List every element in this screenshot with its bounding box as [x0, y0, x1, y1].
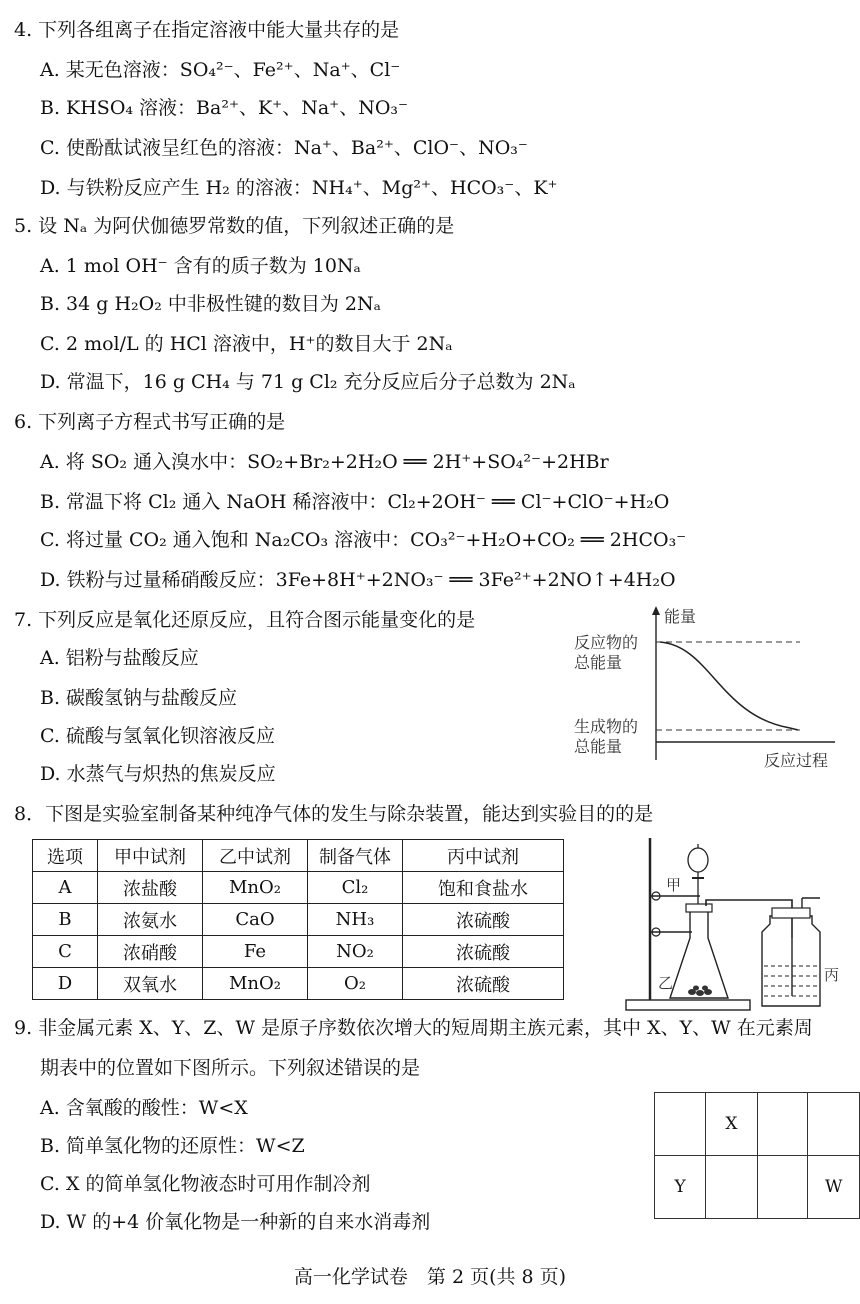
- table-cell: NO₂: [308, 936, 403, 968]
- table-cell: NH₃: [308, 904, 403, 936]
- grid-row: [655, 1093, 860, 1156]
- q9-option-c: C. X 的简单氢化物液态时可用作制冷剂: [40, 1173, 371, 1195]
- product-label-1: 生成物的: [574, 719, 639, 736]
- q9-option-d: D. W 的+4 价氧化物是一种新的自来水消毒剂: [40, 1211, 431, 1233]
- product-label-2: 总能量: [574, 739, 623, 756]
- table-row: [33, 872, 564, 904]
- page-footer: 高一化学试卷 第 2 页(共 8 页): [293, 1266, 567, 1288]
- energy-curve: [660, 642, 798, 730]
- q9-stem-line1: 9. 非金属元素 X、Y、Z、W 是原子序数依次增大的短周期主族元素，其中 X、Y、W 在元素周: [14, 1017, 813, 1039]
- q5-option-a: A. 1 mol OH⁻ 含有的质子数为 10Nₐ: [40, 255, 361, 277]
- apparatus-diagram: [620, 828, 850, 1018]
- flask-stopper: [686, 904, 712, 912]
- q7-option-c: C. 硫酸与氢氧化钡溶液反应: [40, 725, 275, 747]
- separatory-funnel: [688, 848, 708, 872]
- energy-diagram: [560, 606, 850, 776]
- grid-cell: [655, 1093, 706, 1156]
- reactant-label-1: 反应物的: [574, 635, 639, 652]
- delivery-tube: [706, 900, 792, 938]
- table-header: 制备气体: [308, 840, 403, 872]
- reactant-label-2: 总能量: [574, 655, 623, 672]
- table-row: [33, 968, 564, 1000]
- table-cell: 双氧水: [98, 968, 203, 1000]
- table-cell: 饱和食盐水: [403, 872, 564, 904]
- q9-stem-line2: 期表中的位置如下图所示。下列叙述错误的是: [40, 1057, 421, 1079]
- periodic-grid: [654, 1092, 860, 1219]
- grid-cell: [757, 1093, 808, 1156]
- q4-stem: 4. 下列各组离子在指定溶液中能大量共存的是: [14, 19, 400, 41]
- table-cell: Fe: [203, 936, 308, 968]
- q7-option-a: A. 铝粉与盐酸反应: [40, 647, 199, 669]
- gas-washing-bottle: [762, 916, 820, 1006]
- q5-option-d: D. 常温下，16 g CH₄ 与 71 g Cl₂ 充分反应后分子总数为 2Nₐ: [40, 371, 576, 393]
- x-axis-label: 反应过程: [764, 753, 829, 770]
- table-header: 甲中试剂: [98, 840, 203, 872]
- table-row: [33, 936, 564, 968]
- table-cell: C: [33, 936, 98, 968]
- table-cell: 浓盐酸: [98, 872, 203, 904]
- grid-cell: [706, 1156, 757, 1219]
- grid-cell-w: W: [808, 1156, 860, 1219]
- table-row: [33, 904, 564, 936]
- grid-cell-y: Y: [655, 1156, 706, 1219]
- table-header: 选项: [33, 840, 98, 872]
- table-cell: B: [33, 904, 98, 936]
- q7-stem: 7. 下列反应是氧化还原反应，且符合图示能量变化的是: [14, 609, 476, 631]
- grid-cell: [757, 1156, 808, 1219]
- y-axis-label: 能量: [664, 609, 697, 626]
- q6-option-d: D. 铁粉与过量稀硝酸反应：3Fe+8H⁺+2NO₃⁻ ══ 3Fe²⁺+2NO↑+4H₂O: [40, 569, 676, 591]
- table-cell: A: [33, 872, 98, 904]
- q5-option-b: B. 34 g H₂O₂ 中非极性键的数目为 2Nₐ: [40, 293, 381, 315]
- table-cell: MnO₂: [203, 968, 308, 1000]
- table-cell: 浓氨水: [98, 904, 203, 936]
- q4-option-d: D. 与铁粉反应产生 H₂ 的溶液：NH₄⁺、Mg²⁺、HCO₃⁻、K⁺: [40, 177, 558, 199]
- table-cell: Cl₂: [308, 872, 403, 904]
- table-cell: 浓硫酸: [403, 968, 564, 1000]
- stand-base: [626, 1000, 750, 1010]
- q9-option-a: A. 含氧酸的酸性：W<X: [40, 1097, 248, 1119]
- q5-stem: 5. 设 Nₐ 为阿伏伽德罗常数的值，下列叙述正确的是: [14, 215, 455, 237]
- q9-option-b: B. 简单氢化物的还原性：W<Z: [40, 1135, 305, 1157]
- table-cell: D: [33, 968, 98, 1000]
- q7-option-d: D. 水蒸气与炽热的焦炭反应: [40, 763, 276, 785]
- table-header-row: [33, 840, 564, 872]
- label-jia: 甲: [666, 876, 682, 894]
- y-axis-arrow: [652, 606, 660, 615]
- q6-option-b: B. 常温下将 Cl₂ 通入 NaOH 稀溶液中：Cl₂+2OH⁻ ══ Cl⁻+ClO⁻+H₂O: [40, 491, 670, 513]
- q6-stem: 6. 下列离子方程式书写正确的是: [14, 411, 286, 433]
- grid-cell: [808, 1093, 860, 1156]
- q4-option-c: C. 使酚酞试液呈红色的溶液：Na⁺、Ba²⁺、ClO⁻、NO₃⁻: [40, 137, 528, 159]
- q8-table: [32, 839, 564, 1000]
- q4-option-b: B. KHSO₄ 溶液：Ba²⁺、K⁺、Na⁺、NO₃⁻: [40, 97, 409, 119]
- table-cell: O₂: [308, 968, 403, 1000]
- table-cell: 浓硝酸: [98, 936, 203, 968]
- q5-option-c: C. 2 mol/L 的 HCl 溶液中，H⁺的数目大于 2Nₐ: [40, 333, 453, 355]
- table-cell: CaO: [203, 904, 308, 936]
- grid-row: [655, 1156, 860, 1219]
- q4-option-a: A. 某无色溶液：SO₄²⁻、Fe²⁺、Na⁺、Cl⁻: [40, 59, 401, 81]
- label-yi: 乙: [658, 974, 674, 992]
- table-cell: 浓硫酸: [403, 936, 564, 968]
- table-cell: 浓硫酸: [403, 904, 564, 936]
- table-header: 丙中试剂: [403, 840, 564, 872]
- q7-option-b: B. 碳酸氢钠与盐酸反应: [40, 687, 238, 709]
- q6-option-c: C. 将过量 CO₂ 通入饱和 Na₂CO₃ 溶液中：CO₃²⁻+H₂O+CO₂ ══ 2HCO₃⁻: [40, 529, 687, 551]
- label-bing: 丙: [824, 966, 840, 984]
- table-cell: MnO₂: [203, 872, 308, 904]
- conical-flask: [670, 910, 728, 998]
- q8-stem: 8．下图是实验室制备某种纯净气体的发生与除杂装置，能达到实验目的的是: [14, 803, 654, 825]
- table-header: 乙中试剂: [203, 840, 308, 872]
- q6-option-a: A. 将 SO₂ 通入溴水中：SO₂+Br₂+2H₂O ══ 2H⁺+SO₄²⁻+2HBr: [40, 451, 609, 473]
- grid-cell-x: X: [706, 1093, 757, 1156]
